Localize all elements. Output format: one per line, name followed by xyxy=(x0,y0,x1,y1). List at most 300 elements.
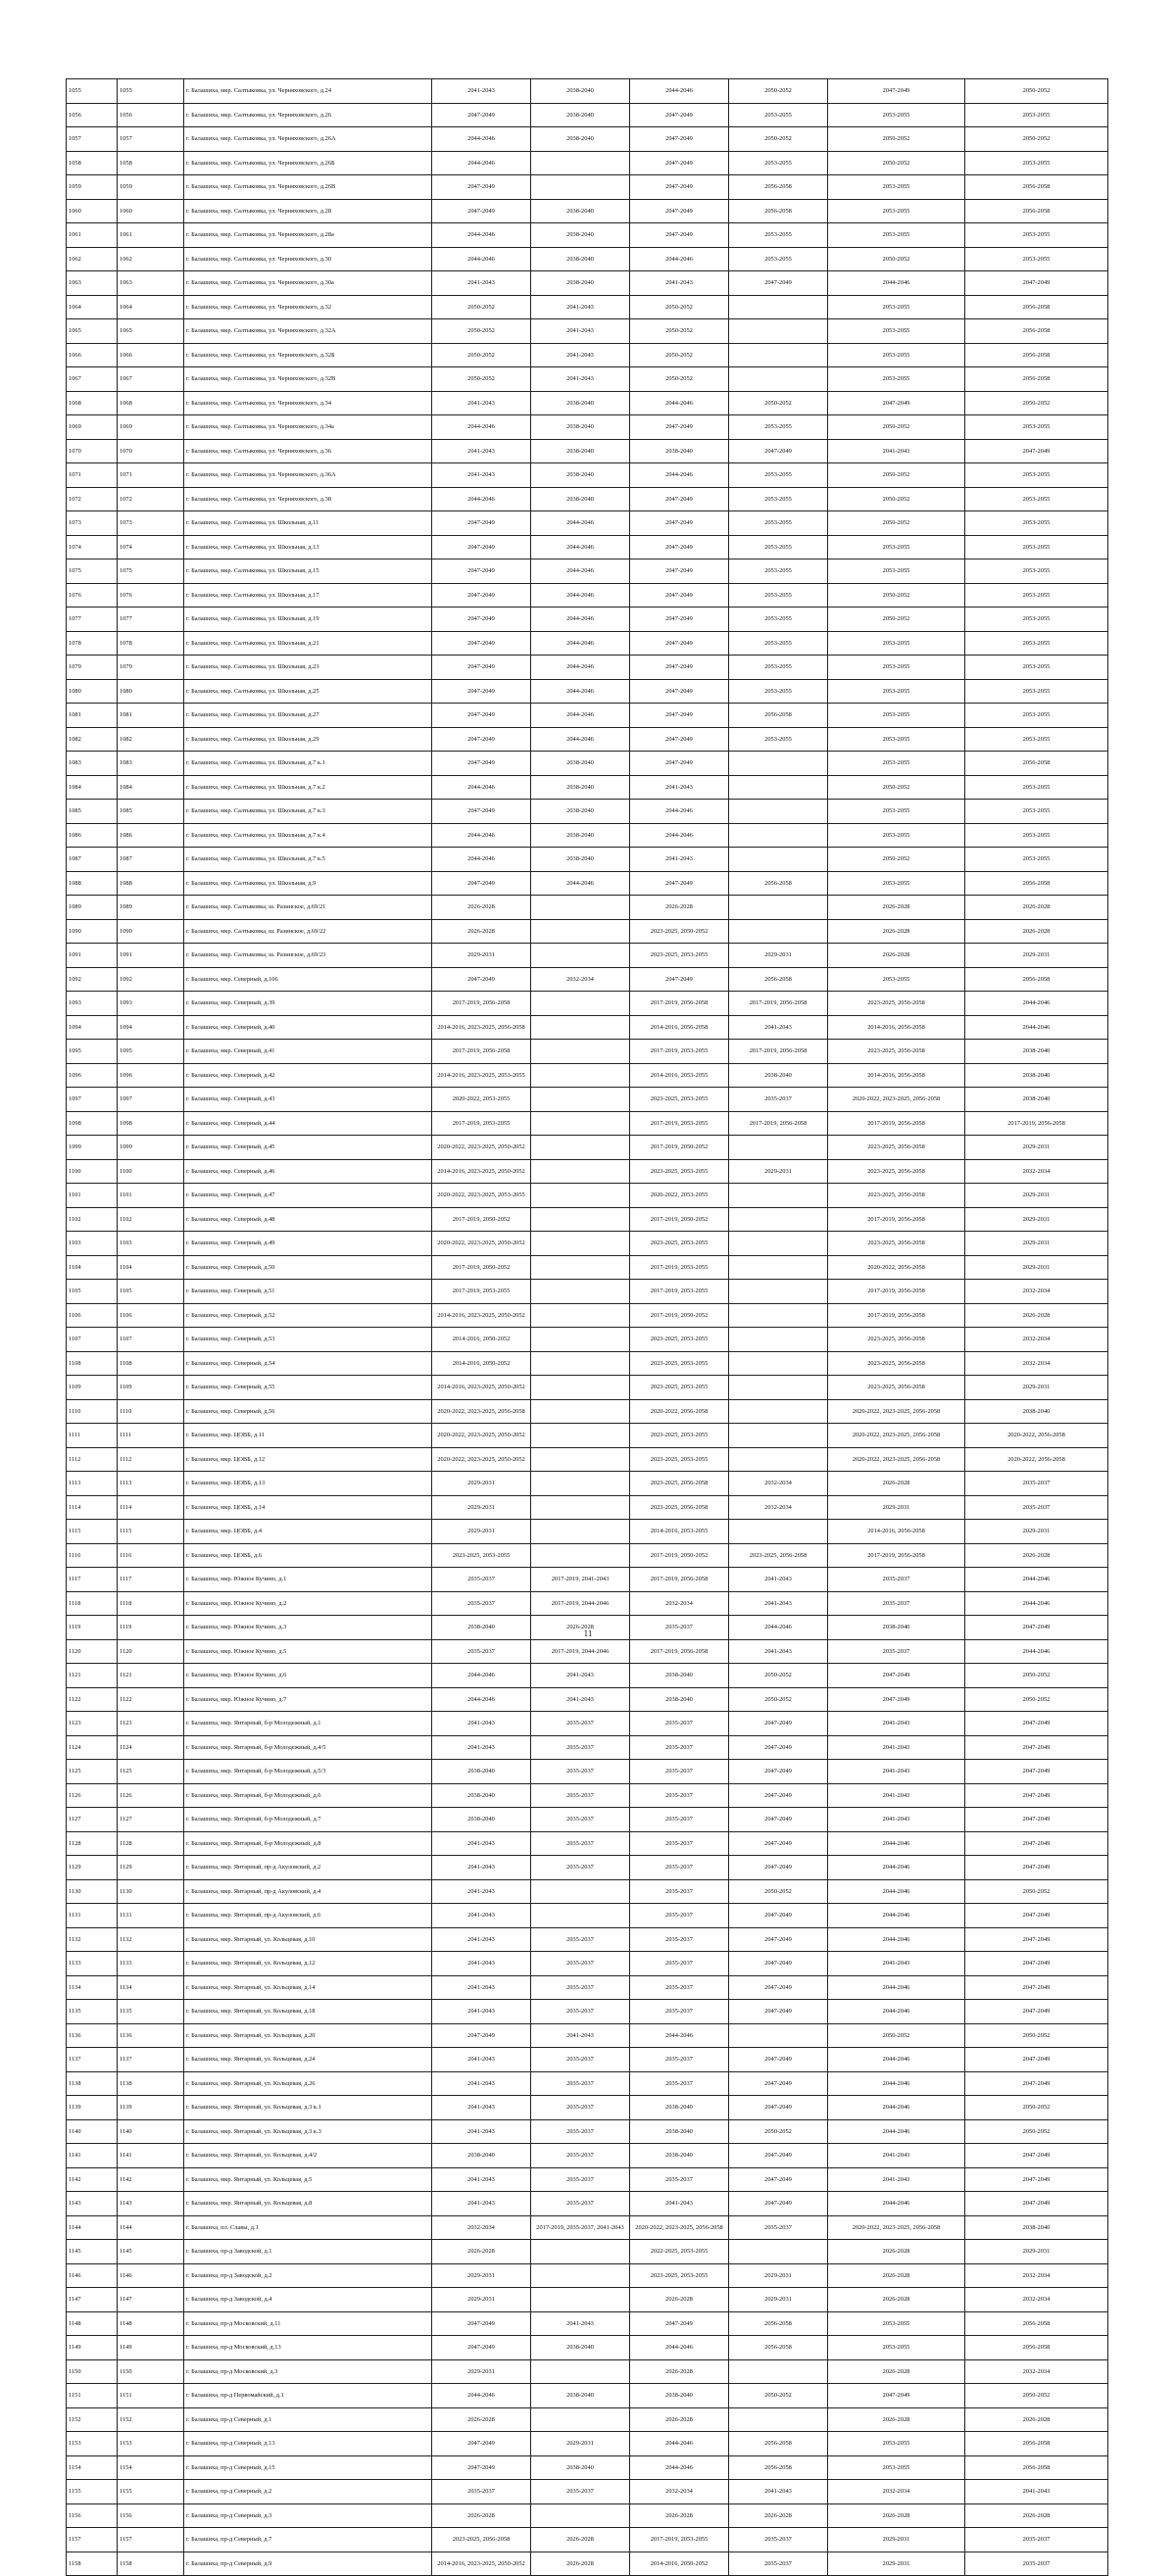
address-cell: г. Балашиха, мкр. Северный, д.40 xyxy=(184,1015,432,1040)
period-2-cell: 2035-2037 xyxy=(531,1735,630,1760)
period-1-cell: 2044-2046 xyxy=(432,223,531,248)
period-6-cell: 2053-2055 xyxy=(965,631,1108,656)
period-5-cell: 2038-2040 xyxy=(828,1616,965,1640)
period-4-cell: 2029-2031 xyxy=(729,2288,828,2312)
period-3-cell: 2035-2037 xyxy=(630,2167,729,2192)
period-4-cell: 2035-2037 xyxy=(729,2552,828,2576)
record-number-cell: 1109 xyxy=(118,1376,184,1400)
period-4-cell: 2053-2055 xyxy=(729,415,828,440)
period-1-cell: 2029-2031 xyxy=(432,2359,531,2384)
address-cell: г. Балашиха, пр-д Северный, д.7 xyxy=(184,2528,432,2552)
table-row xyxy=(67,103,1108,127)
table-row xyxy=(67,679,1108,704)
period-5-cell: 2035-2037 xyxy=(828,1591,965,1616)
period-5-cell: 2020-2022, 2023-2025, 2056-2058 xyxy=(828,1088,965,1112)
period-2-cell: 2044-2046 xyxy=(531,656,630,680)
table-row xyxy=(67,1927,1108,1952)
table-row xyxy=(67,2000,1108,2024)
table-row xyxy=(67,2359,1108,2384)
period-6-cell: 2038-2040 xyxy=(965,1088,1108,1112)
address-cell: г. Балашиха, пр-д Заводской, д.2 xyxy=(184,2263,432,2288)
row-number-cell: 1122 xyxy=(67,1687,118,1712)
period-3-cell: 2038-2040 xyxy=(630,2144,729,2168)
row-number-cell: 1098 xyxy=(67,1111,118,1136)
period-2-cell: 2017-2019, 2035-2037, 2041-2043 xyxy=(531,2215,630,2240)
period-5-cell: 2020-2022, 2023-2025, 2056-2058 xyxy=(828,1447,965,1472)
row-number-cell: 1101 xyxy=(67,1184,118,1208)
table-row xyxy=(67,1184,1108,1208)
period-4-cell: 2053-2055 xyxy=(729,223,828,248)
period-6-cell: 2047-2049 xyxy=(965,1616,1108,1640)
period-2-cell: 2044-2046 xyxy=(531,511,630,536)
period-1-cell: 2026-2028 xyxy=(432,2503,531,2528)
period-1-cell: 2026-2028 xyxy=(432,919,531,944)
period-6-cell: 2056-2058 xyxy=(965,871,1108,896)
period-1-cell: 2029-2031 xyxy=(432,1495,531,1520)
period-5-cell: 2053-2055 xyxy=(828,727,965,752)
table-row xyxy=(67,2480,1108,2504)
period-6-cell: 2053-2055 xyxy=(965,535,1108,559)
period-1-cell: 2020-2022, 2023-2025, 2053-2055 xyxy=(432,1184,531,1208)
period-4-cell: 2056-2058 xyxy=(729,175,828,200)
page-number: 11 xyxy=(583,1628,593,1638)
address-cell: г. Балашиха, мкр. Янтарный, б-р Молодежный, д.6 xyxy=(184,1783,432,1808)
period-5-cell: 2041-2043 xyxy=(828,1760,965,1784)
address-cell: г. Балашиха, мкр. Северный, д.55 xyxy=(184,1376,432,1400)
address-cell: г. Балашиха, мкр. Салтыковка, ул. Школьная, д.11 xyxy=(184,511,432,536)
period-3-cell: 2023-2025, 2053-2055 xyxy=(630,944,729,968)
period-2-cell: 2038-2040 xyxy=(531,848,630,872)
table-row xyxy=(67,415,1108,440)
table-row xyxy=(67,271,1108,296)
period-6-cell: 2026-2028 xyxy=(965,2503,1108,2528)
record-number-cell: 1086 xyxy=(118,823,184,848)
period-3-cell: 2026-2028 xyxy=(630,2407,729,2432)
period-1-cell: 2047-2049 xyxy=(432,2432,531,2456)
period-5-cell: 2050-2052 xyxy=(828,463,965,488)
period-3-cell: 2047-2049 xyxy=(630,151,729,175)
period-1-cell: 2047-2049 xyxy=(432,631,531,656)
address-cell: г. Балашиха, мкр. Салтыковка, ул. Школьная, д.7 к.2 xyxy=(184,775,432,800)
row-number-cell: 1105 xyxy=(67,1280,118,1304)
period-2-cell xyxy=(531,2407,630,2432)
period-1-cell: 2038-2040 xyxy=(432,1616,531,1640)
period-1-cell: 2044-2046 xyxy=(432,415,531,440)
period-6-cell: 2056-2058 xyxy=(965,367,1108,392)
address-cell: г. Балашиха, мкр. Салтыковка, ул. Черняховского, д.28а xyxy=(184,223,432,248)
period-6-cell: 2056-2058 xyxy=(965,199,1108,223)
period-1-cell: 2014-2016, 2023-2025, 2056-2058 xyxy=(432,1015,531,1040)
period-3-cell: 2047-2049 xyxy=(630,608,729,632)
row-number-cell: 1112 xyxy=(67,1447,118,1472)
period-1-cell: 2047-2049 xyxy=(432,727,531,752)
period-5-cell: 2026-2028 xyxy=(828,2503,965,2528)
period-5-cell: 2023-2025, 2056-2058 xyxy=(828,992,965,1016)
period-2-cell xyxy=(531,1303,630,1328)
address-cell: г. Балашиха, пр-д Северный, д.2 xyxy=(184,2480,432,2504)
period-4-cell: 2047-2049 xyxy=(729,271,828,296)
period-5-cell: 2029-2031 xyxy=(828,2528,965,2552)
period-4-cell: 2056-2058 xyxy=(729,704,828,728)
row-number-cell: 1076 xyxy=(67,583,118,608)
period-1-cell: 2047-2049 xyxy=(432,511,531,536)
record-number-cell: 1158 xyxy=(118,2552,184,2576)
table-row xyxy=(67,704,1108,728)
period-5-cell: 2014-2016, 2056-2058 xyxy=(828,1063,965,1088)
period-2-cell: 2029-2031 xyxy=(531,2432,630,2456)
period-1-cell: 2041-2043 xyxy=(432,1927,531,1952)
period-2-cell: 2038-2040 xyxy=(531,463,630,488)
period-1-cell: 2044-2046 xyxy=(432,775,531,800)
period-3-cell: 2023-2025, 2056-2058 xyxy=(630,1495,729,1520)
table-row xyxy=(67,79,1108,104)
period-2-cell xyxy=(531,1159,630,1184)
record-number-cell: 1138 xyxy=(118,2071,184,2096)
period-2-cell xyxy=(531,1520,630,1544)
table-row xyxy=(67,848,1108,872)
row-number-cell: 1070 xyxy=(67,439,118,463)
period-3-cell: 2047-2049 xyxy=(630,967,729,992)
row-number-cell: 1120 xyxy=(67,1639,118,1664)
table-row xyxy=(67,1159,1108,1184)
period-6-cell: 2044-2046 xyxy=(965,992,1108,1016)
period-3-cell: 2044-2046 xyxy=(630,463,729,488)
table-row xyxy=(67,1255,1108,1280)
period-5-cell: 2029-2031 xyxy=(828,2552,965,2576)
period-6-cell: 2032-2034 xyxy=(965,1328,1108,1352)
period-2-cell: 2017-2019, 2044-2046 xyxy=(531,1591,630,1616)
period-4-cell: 2047-2049 xyxy=(729,1783,828,1808)
period-5-cell: 2053-2055 xyxy=(828,2336,965,2360)
period-5-cell: 2053-2055 xyxy=(828,199,965,223)
record-number-cell: 1085 xyxy=(118,800,184,824)
period-6-cell: 2038-2040 xyxy=(965,1063,1108,1088)
period-3-cell: 2026-2028 xyxy=(630,2288,729,2312)
period-3-cell: 2035-2037 xyxy=(630,1904,729,1928)
period-5-cell: 2050-2052 xyxy=(828,583,965,608)
period-3-cell: 2023-2025, 2053-2055 xyxy=(630,1376,729,1400)
period-5-cell: 2047-2049 xyxy=(828,2384,965,2408)
period-4-cell: 2032-2034 xyxy=(729,1472,828,1496)
period-5-cell: 2026-2028 xyxy=(828,2263,965,2288)
address-cell: г. Балашиха, мкр. Южное Кучино, д.2 xyxy=(184,1591,432,1616)
row-number-cell: 1129 xyxy=(67,1856,118,1880)
period-5-cell: 2044-2046 xyxy=(828,1856,965,1880)
period-3-cell: 2023-2025, 2053-2055 xyxy=(630,2263,729,2288)
table-row xyxy=(67,1831,1108,1856)
row-number-cell: 1155 xyxy=(67,2480,118,2504)
record-number-cell: 1141 xyxy=(118,2144,184,2168)
period-6-cell: 2047-2049 xyxy=(965,1856,1108,1880)
address-cell: г. Балашиха, мкр. ЦОВБ, д.6 xyxy=(184,1543,432,1568)
period-2-cell: 2038-2040 xyxy=(531,2336,630,2360)
table-row xyxy=(67,2144,1108,2168)
table-row xyxy=(67,2263,1108,2288)
period-6-cell: 2047-2049 xyxy=(965,1735,1108,1760)
address-cell: г. Балашиха, пр-д Северный, д.13 xyxy=(184,2432,432,2456)
period-4-cell: 2047-2049 xyxy=(729,2071,828,2096)
table-row xyxy=(67,1760,1108,1784)
period-3-cell: 2047-2049 xyxy=(630,103,729,127)
period-1-cell: 2044-2046 xyxy=(432,247,531,271)
period-3-cell: 2023-2025, 2053-2055 xyxy=(630,1447,729,1472)
period-2-cell: 2038-2040 xyxy=(531,199,630,223)
period-5-cell: 2026-2028 xyxy=(828,2407,965,2432)
period-6-cell: 2029-2031 xyxy=(965,1136,1108,1160)
record-number-cell: 1112 xyxy=(118,1447,184,1472)
period-5-cell: 2044-2046 xyxy=(828,1904,965,1928)
period-4-cell: 2041-2043 xyxy=(729,1568,828,1592)
row-number-cell: 1067 xyxy=(67,367,118,392)
period-3-cell: 2047-2049 xyxy=(630,415,729,440)
row-number-cell: 1138 xyxy=(67,2071,118,2096)
table-row xyxy=(67,1040,1108,1064)
record-number-cell: 1127 xyxy=(118,1808,184,1832)
record-number-cell: 1058 xyxy=(118,151,184,175)
period-1-cell: 2020-2022, 2023-2025, 2056-2058 xyxy=(432,1399,531,1424)
period-4-cell xyxy=(729,343,828,367)
row-number-cell: 1089 xyxy=(67,896,118,920)
table-row xyxy=(67,2455,1108,2480)
period-1-cell: 2047-2049 xyxy=(432,2311,531,2336)
table-row xyxy=(67,343,1108,367)
row-number-cell: 1097 xyxy=(67,1088,118,1112)
address-cell: г. Балашиха, мкр. Салтыковка, ш. Разинское, д.69/21 xyxy=(184,896,432,920)
period-4-cell: 2056-2058 xyxy=(729,2336,828,2360)
row-number-cell: 1119 xyxy=(67,1616,118,1640)
period-6-cell: 2032-2034 xyxy=(965,2263,1108,2288)
row-number-cell: 1134 xyxy=(67,1975,118,2000)
address-cell: г. Балашиха, мкр. Салтыковка, ул. Черняховского, д.32Б xyxy=(184,343,432,367)
period-4-cell: 2023-2025, 2056-2058 xyxy=(729,1543,828,1568)
period-6-cell: 2050-2052 xyxy=(965,1664,1108,1688)
period-3-cell: 2023-2025, 2053-2055 xyxy=(630,1159,729,1184)
row-number-cell: 1147 xyxy=(67,2288,118,2312)
address-cell: г. Балашиха, пр-д Северный, д.3 xyxy=(184,2503,432,2528)
period-3-cell: 2035-2037 xyxy=(630,1760,729,1784)
row-number-cell: 1117 xyxy=(67,1568,118,1592)
record-number-cell: 1073 xyxy=(118,511,184,536)
period-6-cell: 2056-2058 xyxy=(965,319,1108,344)
row-number-cell: 1148 xyxy=(67,2311,118,2336)
period-4-cell xyxy=(729,800,828,824)
row-number-cell: 1136 xyxy=(67,2023,118,2048)
period-4-cell: 2047-2049 xyxy=(729,439,828,463)
period-5-cell: 2041-2043 xyxy=(828,1952,965,1976)
row-number-cell: 1124 xyxy=(67,1735,118,1760)
row-number-cell: 1063 xyxy=(67,271,118,296)
record-number-cell: 1077 xyxy=(118,608,184,632)
period-5-cell: 2044-2046 xyxy=(828,1927,965,1952)
period-1-cell: 2017-2019, 2053-2055 xyxy=(432,1111,531,1136)
period-3-cell: 2050-2052 xyxy=(630,367,729,392)
period-3-cell: 2050-2052 xyxy=(630,295,729,319)
address-cell: г. Балашиха, мкр. Салтыковка, ул. Школьная, д.13 xyxy=(184,535,432,559)
period-2-cell xyxy=(531,992,630,1016)
period-6-cell: 2053-2055 xyxy=(965,679,1108,704)
period-5-cell: 2020-2022, 2023-2025, 2056-2058 xyxy=(828,2215,965,2240)
table-row xyxy=(67,1952,1108,1976)
period-4-cell: 2047-2049 xyxy=(729,1856,828,1880)
record-number-cell: 1114 xyxy=(118,1495,184,1520)
record-number-cell: 1070 xyxy=(118,439,184,463)
address-cell: г. Балашиха, мкр. Северный, д.53 xyxy=(184,1328,432,1352)
address-cell: г. Балашиха, пр-д Московский, д.11 xyxy=(184,2311,432,2336)
period-5-cell: 2023-2025, 2056-2058 xyxy=(828,1159,965,1184)
period-6-cell: 2035-2037 xyxy=(965,1472,1108,1496)
row-number-cell: 1115 xyxy=(67,1520,118,1544)
record-number-cell: 1108 xyxy=(118,1351,184,1376)
period-6-cell: 2047-2049 xyxy=(965,439,1108,463)
period-3-cell: 2017-2019, 2053-2055 xyxy=(630,2528,729,2552)
address-cell: г. Балашиха, мкр. Северный, д.106 xyxy=(184,967,432,992)
period-6-cell: 2050-2052 xyxy=(965,127,1108,152)
table-row xyxy=(67,2023,1108,2048)
address-cell: г. Балашиха, мкр. Янтарный, б-р Молодежный, д.1 xyxy=(184,1712,432,1736)
period-6-cell: 2035-2037 xyxy=(965,2528,1108,2552)
period-6-cell: 2053-2055 xyxy=(965,247,1108,271)
period-4-cell xyxy=(729,752,828,776)
period-1-cell: 2041-2043 xyxy=(432,1952,531,1976)
row-number-cell: 1100 xyxy=(67,1159,118,1184)
period-6-cell: 2029-2031 xyxy=(965,1520,1108,1544)
row-number-cell: 1141 xyxy=(67,2144,118,2168)
period-1-cell: 2044-2046 xyxy=(432,848,531,872)
address-cell: г. Балашиха, мкр. Салтыковка, ул. Черняховского, д.36А xyxy=(184,463,432,488)
address-cell: г. Балашиха, мкр. Северный, д.51 xyxy=(184,1280,432,1304)
period-3-cell: 2026-2028 xyxy=(630,2359,729,2384)
period-4-cell: 2032-2034 xyxy=(729,1495,828,1520)
record-number-cell: 1139 xyxy=(118,2096,184,2120)
period-2-cell: 2044-2046 xyxy=(531,608,630,632)
period-1-cell: 2041-2043 xyxy=(432,1735,531,1760)
period-6-cell: 2038-2040 xyxy=(965,1040,1108,1064)
period-6-cell: 2053-2055 xyxy=(965,415,1108,440)
period-1-cell: 2023-2025, 2053-2055 xyxy=(432,1543,531,1568)
period-6-cell: 2032-2034 xyxy=(965,1159,1108,1184)
row-number-cell: 1068 xyxy=(67,391,118,415)
period-6-cell: 2056-2058 xyxy=(965,343,1108,367)
period-5-cell: 2053-2055 xyxy=(828,871,965,896)
period-4-cell xyxy=(729,1376,828,1400)
table-row xyxy=(67,583,1108,608)
period-6-cell: 2050-2052 xyxy=(965,2096,1108,2120)
table-row xyxy=(67,608,1108,632)
period-3-cell: 2035-2037 xyxy=(630,1856,729,1880)
period-4-cell: 2047-2049 xyxy=(729,1952,828,1976)
period-5-cell: 2047-2049 xyxy=(828,391,965,415)
address-cell: г. Балашиха, мкр. Северный, д.46 xyxy=(184,1159,432,1184)
period-2-cell: 2017-2019, 2044-2046 xyxy=(531,1639,630,1664)
period-5-cell: 2044-2046 xyxy=(828,2071,965,2096)
table-row xyxy=(67,2288,1108,2312)
period-1-cell: 2047-2049 xyxy=(432,559,531,584)
period-5-cell: 2041-2043 xyxy=(828,1735,965,1760)
address-cell: г. Балашиха, мкр. Салтыковка, ул. Школьная, д.17 xyxy=(184,583,432,608)
record-number-cell: 1148 xyxy=(118,2311,184,2336)
row-number-cell: 1074 xyxy=(67,535,118,559)
row-number-cell: 1077 xyxy=(67,608,118,632)
period-1-cell: 2026-2028 xyxy=(432,2240,531,2264)
period-2-cell: 2038-2040 xyxy=(531,487,630,511)
address-cell: г. Балашиха, мкр. Салтыковка, ул. Черняховского, д.26В xyxy=(184,175,432,200)
period-4-cell: 2050-2052 xyxy=(729,391,828,415)
address-cell: г. Балашиха, мкр. Янтарный, ул. Кольцевая, д.5 xyxy=(184,2167,432,2192)
period-5-cell: 2026-2028 xyxy=(828,944,965,968)
period-6-cell: 2026-2028 xyxy=(965,1543,1108,1568)
period-2-cell xyxy=(531,1904,630,1928)
table-row xyxy=(67,175,1108,200)
address-cell: г. Балашиха, мкр. ЦОВБ, д.13 xyxy=(184,1472,432,1496)
period-2-cell xyxy=(531,1447,630,1472)
period-6-cell: 2020-2022, 2056-2058 xyxy=(965,1424,1108,1448)
period-1-cell: 2029-2031 xyxy=(432,2263,531,2288)
period-4-cell: 2053-2055 xyxy=(729,679,828,704)
table-row xyxy=(67,896,1108,920)
period-1-cell: 2050-2052 xyxy=(432,343,531,367)
period-3-cell: 2023-2025, 2053-2055 xyxy=(630,1088,729,1112)
period-1-cell: 2047-2049 xyxy=(432,535,531,559)
period-5-cell: 2053-2055 xyxy=(828,223,965,248)
row-number-cell: 1113 xyxy=(67,1472,118,1496)
period-4-cell xyxy=(729,1303,828,1328)
period-5-cell: 2023-2025, 2056-2058 xyxy=(828,1040,965,1064)
record-number-cell: 1087 xyxy=(118,848,184,872)
record-number-cell: 1133 xyxy=(118,1952,184,1976)
address-cell: г. Балашиха, мкр. Салтыковка, ул. Школьная, д.25 xyxy=(184,679,432,704)
record-number-cell: 1088 xyxy=(118,871,184,896)
period-4-cell: 2053-2055 xyxy=(729,247,828,271)
period-5-cell: 2044-2046 xyxy=(828,2048,965,2072)
period-1-cell: 2044-2046 xyxy=(432,487,531,511)
period-1-cell: 2041-2043 xyxy=(432,1879,531,1904)
period-4-cell: 2050-2052 xyxy=(729,1687,828,1712)
period-2-cell: 2038-2040 xyxy=(531,800,630,824)
period-5-cell: 2041-2043 xyxy=(828,2144,965,2168)
table-row xyxy=(67,871,1108,896)
period-4-cell xyxy=(729,2023,828,2048)
period-4-cell xyxy=(729,1424,828,1448)
period-2-cell xyxy=(531,1399,630,1424)
record-number-cell: 1105 xyxy=(118,1280,184,1304)
address-cell: г. Балашиха, мкр. Салтыковка, ул. Школьная, д.23 xyxy=(184,656,432,680)
record-number-cell: 1066 xyxy=(118,343,184,367)
period-3-cell: 2017-2019, 2056-2058 xyxy=(630,1639,729,1664)
table-row xyxy=(67,1232,1108,1256)
address-cell: г. Балашиха, пр-д Первомайский, д.1 xyxy=(184,2384,432,2408)
period-6-cell: 2050-2052 xyxy=(965,79,1108,104)
record-number-cell: 1136 xyxy=(118,2023,184,2048)
period-4-cell: 2047-2049 xyxy=(729,1904,828,1928)
period-1-cell: 2047-2049 xyxy=(432,2336,531,2360)
record-number-cell: 1151 xyxy=(118,2384,184,2408)
period-2-cell xyxy=(531,1879,630,1904)
period-6-cell: 2038-2040 xyxy=(965,2215,1108,2240)
period-6-cell: 2029-2031 xyxy=(965,1207,1108,1232)
row-number-cell: 1144 xyxy=(67,2215,118,2240)
period-3-cell: 2044-2046 xyxy=(630,800,729,824)
period-6-cell: 2053-2055 xyxy=(965,487,1108,511)
period-6-cell: 2053-2055 xyxy=(965,704,1108,728)
record-number-cell: 1064 xyxy=(118,295,184,319)
period-3-cell: 2023-2025, 2056-2058 xyxy=(630,1472,729,1496)
period-1-cell: 2041-2043 xyxy=(432,1904,531,1928)
address-cell: г. Балашиха, мкр. Северный, д.44 xyxy=(184,1111,432,1136)
period-4-cell: 2053-2055 xyxy=(729,511,828,536)
address-cell: г. Балашиха, мкр. Южное Кучино, д.3 xyxy=(184,1616,432,1640)
period-2-cell xyxy=(531,1111,630,1136)
period-3-cell: 2038-2040 xyxy=(630,2384,729,2408)
